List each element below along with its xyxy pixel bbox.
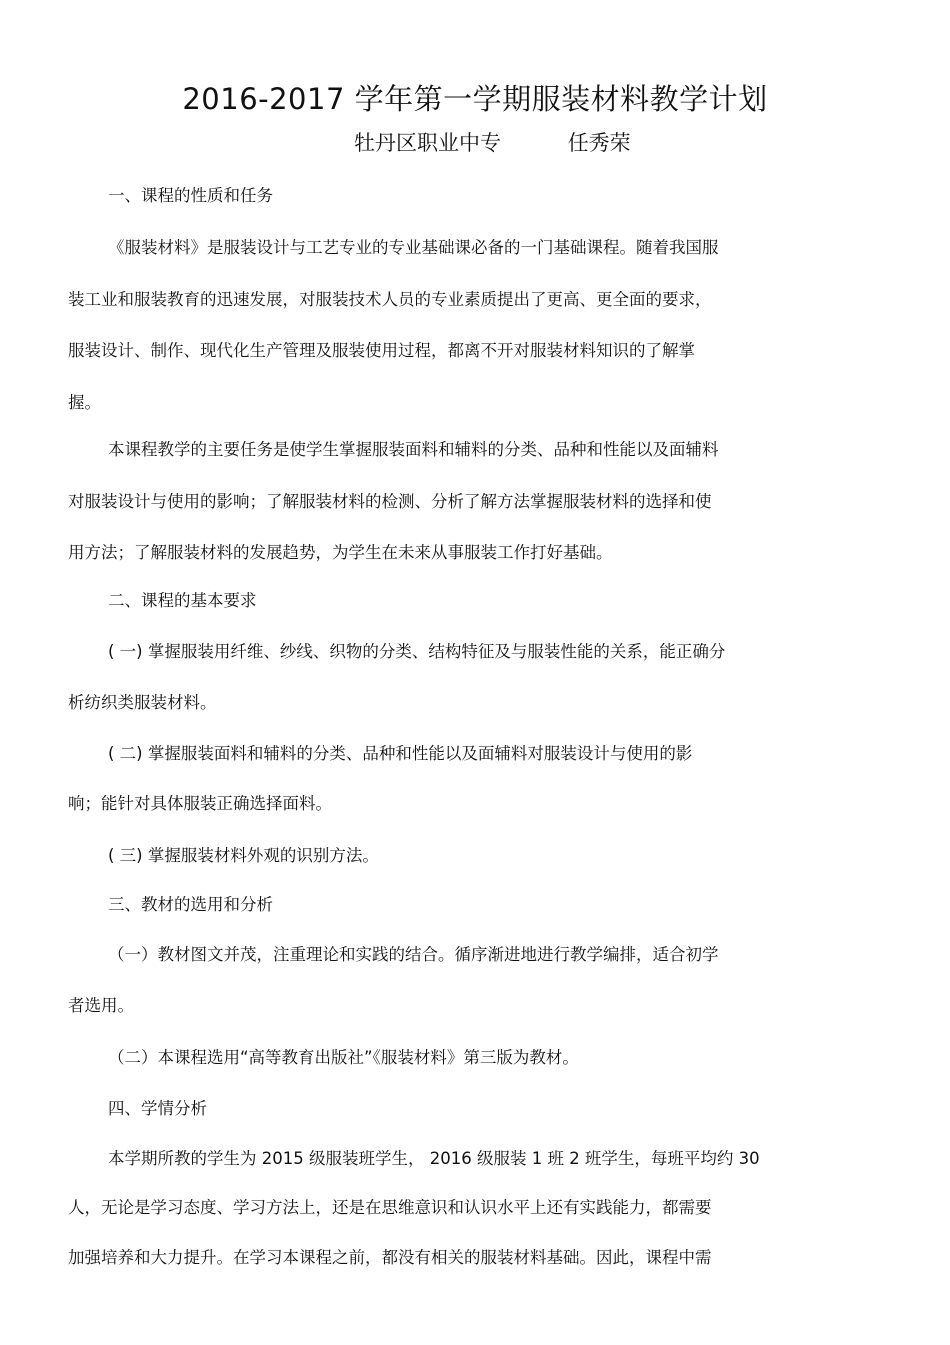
paragraph-line: 装工业和服装教育的迅速发展，对服装技术人员的专业素质提出了更高、更全面的要求， (68, 290, 712, 309)
section-heading: 三、教材的选用和分析 (108, 895, 273, 914)
paragraph-line: 加强培养和大力提升。在学习本课程之前，都没有相关的服装材料基础。因此，课程中需 (68, 1248, 712, 1267)
paragraph-line: （一）教材图文并茂，注重理论和实践的结合。循序渐进地进行教学编排，适合初学 (108, 945, 719, 964)
requirement-line: 析纺织类服装材料。 (68, 693, 217, 712)
paragraph-line: 用方法；了解服装材料的发展趋势，为学生在未来从事服装工作打好基础。 (68, 543, 613, 562)
requirement-line: ( 一) 掌握服装用纤维、纱线、织物的分类、结构特征及与服装性能的关系，能正确分 (108, 642, 726, 661)
section-heading: 四、学情分析 (108, 1099, 207, 1118)
paragraph-line: （二）本课程选用“高等教育出版社”《服装材料》第三版为教材。 (108, 1048, 579, 1067)
document-title: 2016-2017 学年第一学期服装材料教学计划 (182, 82, 768, 116)
paragraph-line: 本学期所教的学生为 2015 级服装班学生， 2016 级服装 1 班 2 班学生，每班平均约 30 (108, 1149, 760, 1168)
paragraph-line: 者选用。 (68, 996, 134, 1015)
section-heading: 二、课程的基本要求 (108, 591, 257, 610)
paragraph-line: 本课程教学的主要任务是使学生掌握服装面料和辅料的分类、品种和性能以及面辅料 (108, 440, 719, 459)
paragraph-line: 服装设计、制作、现代化生产管理及服装使用过程，都离不开对服装材料知识的了解掌 (68, 341, 695, 360)
section-heading: 一、课程的性质和任务 (108, 186, 273, 205)
paragraph-line: 《服装材料》是服装设计与工艺专业的专业基础课必备的一门基础课程。随着我国服 (108, 238, 719, 257)
school-name: 牡丹区职业中专 (354, 131, 501, 155)
document-byline (354, 128, 631, 158)
paragraph-line: 人，无论是学习态度、学习方法上，还是在思维意识和认识水平上还有实践能力，都需要 (68, 1198, 712, 1217)
paragraph-line: 对服装设计与使用的影响；了解服装材料的检测、分析了解方法掌握服装材料的选择和使 (68, 492, 712, 511)
paragraph-line: 握。 (68, 393, 101, 412)
requirement-line: ( 二) 掌握服装面料和辅料的分类、品种和性能以及面辅料对服装设计与使用的影 (108, 744, 693, 763)
teacher-name: 任秀荣 (567, 131, 631, 155)
requirement-line: ( 三) 掌握服装材料外观的识别方法。 (108, 846, 379, 865)
requirement-line: 响；能针对具体服装正确选择面料。 (68, 794, 332, 813)
